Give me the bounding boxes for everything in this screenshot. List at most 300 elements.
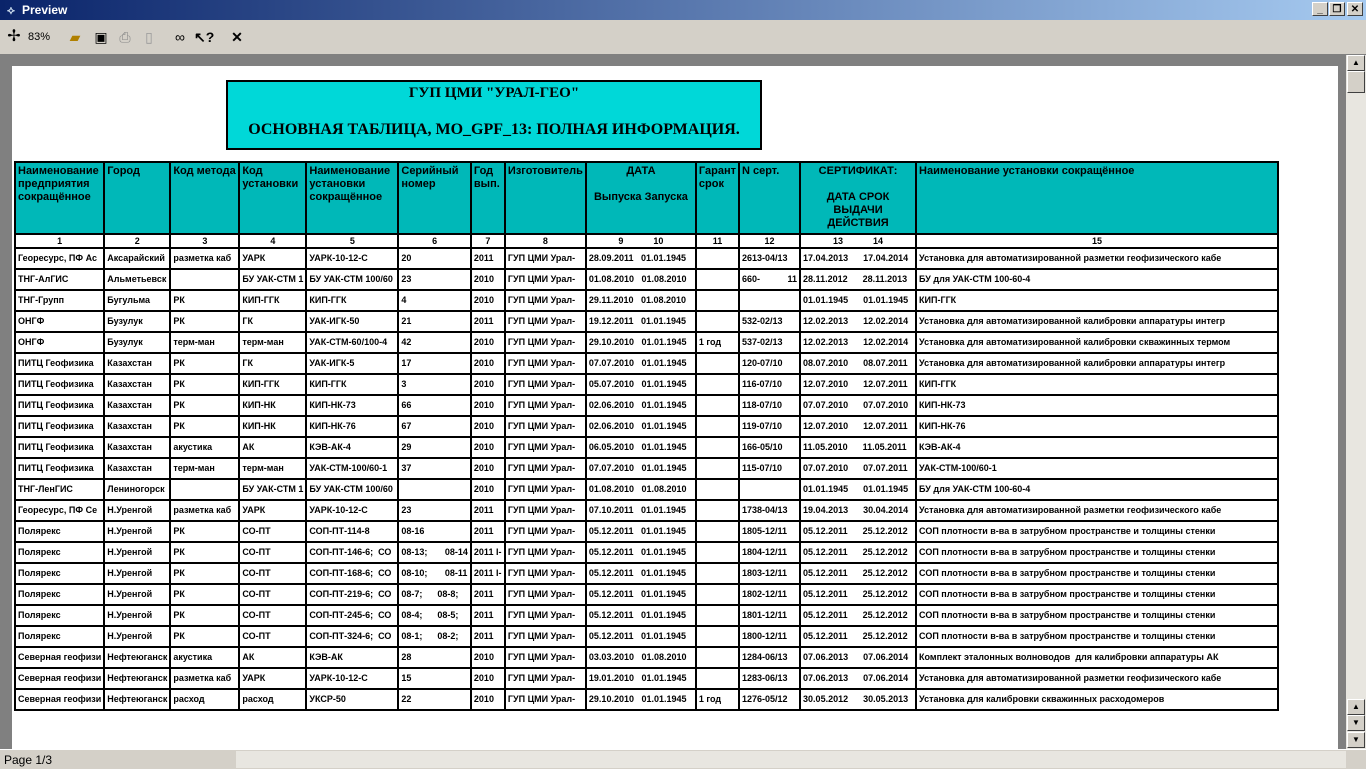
table-cell: 1283-06/13: [739, 668, 800, 689]
table-cell: Северная геофизи: [15, 647, 104, 668]
table-cell: УАРК-10-12-С: [306, 248, 398, 269]
table-cell: [696, 563, 739, 584]
table-row: [15, 584, 1278, 605]
table-cell: [739, 290, 800, 311]
table-cell: ТНГ-Групп: [15, 290, 104, 311]
table-cell: РК: [170, 605, 239, 626]
table-cell: СОП плотности в-ва в затрубном пространстве и толщины стенки: [916, 584, 1278, 605]
table-cell: [696, 374, 739, 395]
table-cell: 17: [398, 353, 471, 374]
table-cell: [696, 353, 739, 374]
table-cell: 2010: [471, 416, 505, 437]
blank-page-icon[interactable]: ▯: [145, 29, 153, 45]
table-cell: Полярекс: [15, 626, 104, 647]
table-cell: терм-ман: [239, 332, 306, 353]
table-row: [15, 563, 1278, 584]
table-cell: 2613-04/13: [739, 248, 800, 269]
table-cell: РК: [170, 311, 239, 332]
table-cell: Установка для автоматизированной разметки геофизического кабе: [916, 248, 1278, 269]
save-icon[interactable]: ▣: [94, 29, 108, 45]
table-cell: СО-ПТ: [239, 542, 306, 563]
table-cell: КИП-ГГК: [239, 290, 306, 311]
table-cell: расход: [239, 689, 306, 710]
table-cell: 1801-12/11: [739, 605, 800, 626]
table-row: [15, 521, 1278, 542]
column-number: 3: [170, 234, 239, 248]
table-cell: УАК-ИГК-50: [306, 311, 398, 332]
table-cell: 2010: [471, 458, 505, 479]
scroll-page-down-button[interactable]: ▼: [1347, 715, 1365, 731]
minimize-button[interactable]: _: [1312, 2, 1328, 16]
table-cell: 05.12.2011 01.01.1945: [586, 626, 696, 647]
close-icon[interactable]: ✕: [231, 29, 243, 45]
table-cell: КИП-НК: [239, 416, 306, 437]
table-cell: ГУП ЦМИ Урал-: [505, 290, 586, 311]
column-header: Наименование установки сокращённое: [916, 162, 1278, 234]
table-cell: ГУП ЦМИ Урал-: [505, 353, 586, 374]
table-row: [15, 437, 1278, 458]
table-cell: Установка для автоматизированной калибровки скважинных термом: [916, 332, 1278, 353]
table-cell: БУ для УАК-СТМ 100-60-4: [916, 269, 1278, 290]
table-cell: КЭВ-АК-4: [306, 437, 398, 458]
table-cell: [696, 269, 739, 290]
zoom-level[interactable]: 83%: [27, 31, 51, 43]
table-cell: 2011: [471, 584, 505, 605]
table-cell: УКСР-50: [306, 689, 398, 710]
table-cell: акустика: [170, 647, 239, 668]
window-title: Preview: [22, 3, 68, 17]
table-cell: 05.12.2011 01.01.1945: [586, 521, 696, 542]
horizontal-scrollbar[interactable]: [236, 751, 1346, 768]
table-cell: УАК-СТМ-100/60-1: [306, 458, 398, 479]
table-cell: 2010: [471, 353, 505, 374]
table-cell: терм-ман: [239, 458, 306, 479]
table-cell: СО-ПТ: [239, 584, 306, 605]
table-cell: 05.12.2011 01.01.1945: [586, 563, 696, 584]
table-cell: Казахстан: [104, 374, 170, 395]
table-cell: РК: [170, 521, 239, 542]
report-title-line1: ГУП ЦМИ "УРАЛ-ГЕО": [408, 85, 580, 101]
table-cell: ПИТЦ Геофизика: [15, 458, 104, 479]
table-cell: Н.Уренгой: [104, 605, 170, 626]
table-cell: разметка каб: [170, 500, 239, 521]
table-row: [15, 689, 1278, 710]
table-cell: 08-1; 08-2;: [398, 626, 471, 647]
table-cell: УАРК-10-12-С: [306, 500, 398, 521]
table-cell: 1 год: [696, 689, 739, 710]
table-cell: Полярекс: [15, 521, 104, 542]
table-cell: 05.12.2011 01.01.1945: [586, 542, 696, 563]
table-cell: Бузулук: [104, 311, 170, 332]
table-cell: 17.04.2013 17.04.2014: [800, 248, 916, 269]
table-cell: Георесурс, ПФ Ас: [15, 248, 104, 269]
table-cell: [696, 311, 739, 332]
column-header: Наименование предприятия сокращённое: [15, 162, 104, 234]
table-row: [15, 458, 1278, 479]
table-cell: КИП-НК-76: [916, 416, 1278, 437]
column-number: 15: [916, 234, 1278, 248]
table-cell: КИП-НК-73: [916, 395, 1278, 416]
vertical-scrollbar[interactable]: [1346, 55, 1366, 749]
table-cell: акустика: [170, 437, 239, 458]
table-cell: ТНГ-ЛенГИС: [15, 479, 104, 500]
table-cell: ГУП ЦМИ Урал-: [505, 500, 586, 521]
table-cell: СОП плотности в-ва в затрубном пространстве и толщины стенки: [916, 521, 1278, 542]
column-header: Город: [104, 162, 170, 234]
table-cell: 660- 11: [739, 269, 800, 290]
table-cell: КИП-ГГК: [916, 290, 1278, 311]
table-cell: ПИТЦ Геофизика: [15, 374, 104, 395]
table-cell: КИП-ГГК: [306, 290, 398, 311]
table-cell: 11.05.2010 11.05.2011: [800, 437, 916, 458]
table-cell: 08-7; 08-8;: [398, 584, 471, 605]
table-row: [15, 311, 1278, 332]
table-row: [15, 647, 1278, 668]
table-cell: ГУП ЦМИ Урал-: [505, 248, 586, 269]
column-number: 11: [696, 234, 739, 248]
table-cell: БУ УАК-СТМ 1: [239, 479, 306, 500]
table-row: [15, 353, 1278, 374]
table-row: [15, 668, 1278, 689]
table-cell: СОП-ПТ-324-6; СО: [306, 626, 398, 647]
table-cell: терм-ман: [170, 332, 239, 353]
table-cell: РК: [170, 542, 239, 563]
app-icon: ⟡: [7, 3, 15, 17]
table-cell: 2010: [471, 395, 505, 416]
table-cell: КИП-ГГК: [306, 374, 398, 395]
table-cell: ГУП ЦМИ Урал-: [505, 626, 586, 647]
table-cell: 01.08.2010 01.08.2010: [586, 269, 696, 290]
table-cell: 2011: [471, 626, 505, 647]
print-icon[interactable]: ⎙: [119, 29, 131, 45]
table-cell: [696, 290, 739, 311]
table-cell: ПИТЦ Геофизика: [15, 395, 104, 416]
column-number: 13 14: [800, 234, 916, 248]
table-cell: 2011 I-: [471, 563, 505, 584]
table-cell: 2010: [471, 479, 505, 500]
table-cell: СО-ПТ: [239, 563, 306, 584]
table-cell: АК: [239, 437, 306, 458]
table-cell: 29: [398, 437, 471, 458]
table-cell: 07.07.2010 07.07.2011: [800, 458, 916, 479]
table-cell: Бугульма: [104, 290, 170, 311]
table-cell: [696, 626, 739, 647]
table-cell: ГК: [239, 311, 306, 332]
table-cell: РК: [170, 584, 239, 605]
table-row: [15, 605, 1278, 626]
table-cell: [398, 479, 471, 500]
table-cell: 19.01.2010 01.01.1945: [586, 668, 696, 689]
toolbar: [0, 20, 1366, 55]
table-cell: 05.12.2011 25.12.2012: [800, 605, 916, 626]
table-cell: 1805-12/11: [739, 521, 800, 542]
table-cell: СОП-ПТ-245-6; СО: [306, 605, 398, 626]
column-number: 9 10: [586, 234, 696, 248]
table-cell: ОНГФ: [15, 332, 104, 353]
table-cell: 05.12.2011 25.12.2012: [800, 563, 916, 584]
scroll-thumb[interactable]: [1347, 71, 1365, 93]
table-cell: ГК: [239, 353, 306, 374]
column-number-row: [15, 234, 1278, 248]
page-indicator: Page 1/3: [4, 753, 53, 767]
column-header: Код метода: [170, 162, 239, 234]
table-cell: ГУП ЦМИ Урал-: [505, 563, 586, 584]
preview-area[interactable]: [0, 55, 1346, 749]
column-number: 6: [398, 234, 471, 248]
table-cell: УАРК: [239, 500, 306, 521]
table-cell: РК: [170, 290, 239, 311]
table-cell: 05.07.2010 01.01.1945: [586, 374, 696, 395]
table-cell: 115-07/10: [739, 458, 800, 479]
table-cell: 12.02.2013 12.02.2014: [800, 332, 916, 353]
table-cell: [696, 500, 739, 521]
scroll-page-up-button[interactable]: ▲: [1347, 699, 1365, 715]
scroll-up-button[interactable]: ▲: [1347, 55, 1365, 71]
table-cell: 2010: [471, 668, 505, 689]
table-cell: 07.06.2013 07.06.2014: [800, 668, 916, 689]
column-header: N серт.: [739, 162, 800, 234]
table-cell: 23: [398, 269, 471, 290]
table-row: [15, 395, 1278, 416]
table-cell: Казахстан: [104, 395, 170, 416]
table-cell: 28: [398, 647, 471, 668]
table-cell: СОП-ПТ-114-8: [306, 521, 398, 542]
table-cell: ГУП ЦМИ Урал-: [505, 479, 586, 500]
table-row: [15, 269, 1278, 290]
table-cell: РК: [170, 563, 239, 584]
close-window-button[interactable]: ✕: [1347, 2, 1363, 16]
table-cell: ГУП ЦМИ Урал-: [505, 542, 586, 563]
table-cell: 2011 I-: [471, 542, 505, 563]
table-cell: 116-07/10: [739, 374, 800, 395]
table-cell: 1276-05/12: [739, 689, 800, 710]
table-cell: РК: [170, 353, 239, 374]
table-cell: 05.12.2011 25.12.2012: [800, 626, 916, 647]
table-cell: ГУП ЦМИ Урал-: [505, 395, 586, 416]
table-cell: Северная геофизи: [15, 689, 104, 710]
table-row: [15, 542, 1278, 563]
table-cell: Казахстан: [104, 353, 170, 374]
table-cell: разметка каб: [170, 248, 239, 269]
column-header: Изготовитель: [505, 162, 586, 234]
column-header: Серийный номер: [398, 162, 471, 234]
table-cell: 532-02/13: [739, 311, 800, 332]
table-cell: Аксарайский: [104, 248, 170, 269]
table-cell: 1 год: [696, 332, 739, 353]
table-cell: 2011: [471, 605, 505, 626]
table-cell: Нефтеюганск: [104, 689, 170, 710]
help-icon[interactable]: ↖?: [194, 29, 215, 45]
table-cell: СОП-ПТ-168-6; СО: [306, 563, 398, 584]
compass-icon[interactable]: ✢: [7, 28, 21, 45]
table-cell: Нефтеюганск: [104, 647, 170, 668]
table-cell: 07.06.2013 07.06.2014: [800, 647, 916, 668]
table-cell: ГУП ЦМИ Урал-: [505, 311, 586, 332]
table-cell: ГУП ЦМИ Урал-: [505, 458, 586, 479]
table-cell: Полярекс: [15, 605, 104, 626]
table-cell: Нефтеюганск: [104, 668, 170, 689]
table-cell: Установка для автоматизированной калибровки аппаратуры интегр: [916, 311, 1278, 332]
table-cell: 05.12.2011 01.01.1945: [586, 605, 696, 626]
table-cell: БУ УАК-СТМ 100/60: [306, 479, 398, 500]
table-cell: 2010: [471, 437, 505, 458]
table-cell: СОП плотности в-ва в затрубном пространстве и толщины стенки: [916, 563, 1278, 584]
table-cell: 2010: [471, 290, 505, 311]
table-cell: ГУП ЦМИ Урал-: [505, 374, 586, 395]
table-cell: 4: [398, 290, 471, 311]
table-cell: Лениногорск: [104, 479, 170, 500]
table-cell: 19.04.2013 30.04.2014: [800, 500, 916, 521]
table-row: [15, 416, 1278, 437]
table-cell: Полярекс: [15, 542, 104, 563]
table-cell: 29.10.2010 01.01.1945: [586, 689, 696, 710]
table-cell: 02.06.2010 01.01.1945: [586, 395, 696, 416]
table-cell: [696, 542, 739, 563]
table-cell: 2011: [471, 521, 505, 542]
report-page: [12, 66, 1338, 749]
table-cell: Н.Уренгой: [104, 500, 170, 521]
column-header: Наименование установки сокращённое: [306, 162, 398, 234]
table-cell: 2010: [471, 689, 505, 710]
table-cell: Альметьевск: [104, 269, 170, 290]
table-cell: 07.07.2010 01.01.1945: [586, 353, 696, 374]
table-cell: ГУП ЦМИ Урал-: [505, 269, 586, 290]
table-cell: 537-02/13: [739, 332, 800, 353]
table-cell: ГУП ЦМИ Урал-: [505, 332, 586, 353]
table-cell: 19.12.2011 01.01.1945: [586, 311, 696, 332]
table-cell: УАК-СТМ-100/60-1: [916, 458, 1278, 479]
table-cell: ПИТЦ Геофизика: [15, 353, 104, 374]
table-cell: ГУП ЦМИ Урал-: [505, 416, 586, 437]
table-cell: УАРК: [239, 248, 306, 269]
table-cell: СОП плотности в-ва в затрубном пространстве и толщины стенки: [916, 605, 1278, 626]
table-cell: 08-16: [398, 521, 471, 542]
table-cell: БУ УАК-СТМ 1: [239, 269, 306, 290]
table-cell: [696, 479, 739, 500]
table-cell: 12.07.2010 12.07.2011: [800, 374, 916, 395]
table-cell: СО-ПТ: [239, 626, 306, 647]
restore-button[interactable]: ❐: [1329, 2, 1345, 16]
table-cell: 23: [398, 500, 471, 521]
table-cell: 1803-12/11: [739, 563, 800, 584]
table-cell: Установка для автоматизированной разметки геофизического кабе: [916, 500, 1278, 521]
column-number: 2: [104, 234, 170, 248]
table-cell: БУ для УАК-СТМ 100-60-4: [916, 479, 1278, 500]
table-cell: УАРК-10-12-С: [306, 668, 398, 689]
table-cell: ГУП ЦМИ Урал-: [505, 668, 586, 689]
table-cell: ПИТЦ Геофизика: [15, 416, 104, 437]
table-row: [15, 374, 1278, 395]
table-cell: 08-13; 08-14: [398, 542, 471, 563]
table-cell: 2011: [471, 248, 505, 269]
title-bar: [0, 0, 1366, 20]
main-table: [14, 161, 1279, 711]
table-cell: 01.08.2010 01.08.2010: [586, 479, 696, 500]
table-cell: ГУП ЦМИ Урал-: [505, 584, 586, 605]
table-cell: Н.Уренгой: [104, 584, 170, 605]
table-cell: 08-10; 08-11: [398, 563, 471, 584]
table-cell: Полярекс: [15, 563, 104, 584]
table-cell: 1800-12/11: [739, 626, 800, 647]
table-cell: [696, 416, 739, 437]
table-cell: Установка для автоматизированной калибровки аппаратуры интегр: [916, 353, 1278, 374]
table-cell: терм-ман: [170, 458, 239, 479]
table-cell: 05.12.2011 25.12.2012: [800, 542, 916, 563]
table-cell: разметка каб: [170, 668, 239, 689]
table-cell: 3: [398, 374, 471, 395]
table-cell: 03.03.2010 01.08.2010: [586, 647, 696, 668]
folder-open-icon[interactable]: ▰: [69, 29, 81, 45]
table-cell: 28.11.2012 28.11.2013: [800, 269, 916, 290]
scroll-down-button[interactable]: ▼: [1347, 732, 1365, 748]
table-cell: 118-07/10: [739, 395, 800, 416]
table-cell: КИП-НК-76: [306, 416, 398, 437]
table-row: [15, 500, 1278, 521]
table-cell: 12.02.2013 12.02.2014: [800, 311, 916, 332]
table-cell: 1804-12/11: [739, 542, 800, 563]
column-header: Код установки: [239, 162, 306, 234]
table-cell: БУ УАК-СТМ 100/60: [306, 269, 398, 290]
table-cell: ГУП ЦМИ Урал-: [505, 437, 586, 458]
table-cell: 30.05.2012 30.05.2013: [800, 689, 916, 710]
table-cell: [739, 479, 800, 500]
table-cell: 28.09.2011 01.01.1945: [586, 248, 696, 269]
table-cell: ГУП ЦМИ Урал-: [505, 605, 586, 626]
table-cell: 06.05.2010 01.01.1945: [586, 437, 696, 458]
table-cell: РК: [170, 395, 239, 416]
table-cell: 2010: [471, 647, 505, 668]
table-cell: Полярекс: [15, 584, 104, 605]
report-title-line2: ОСНОВНАЯ ТАБЛИЦА, MO_GPF_13: ПОЛНАЯ ИНФОРМАЦИЯ.: [248, 121, 740, 138]
table-cell: СОП-ПТ-219-6; СО: [306, 584, 398, 605]
table-cell: [696, 605, 739, 626]
table-cell: СОП-ПТ-146-6; СО: [306, 542, 398, 563]
table-row: [15, 248, 1278, 269]
table-cell: 07.07.2010 07.07.2010: [800, 395, 916, 416]
table-cell: [696, 584, 739, 605]
binoculars-icon[interactable]: ∞: [175, 29, 185, 45]
table-cell: 05.12.2011 01.01.1945: [586, 584, 696, 605]
table-cell: 08.07.2010 08.07.2011: [800, 353, 916, 374]
table-cell: 2010: [471, 332, 505, 353]
report-title-box: [226, 80, 762, 150]
table-cell: УАРК: [239, 668, 306, 689]
table-cell: 166-05/10: [739, 437, 800, 458]
table-cell: Казахстан: [104, 416, 170, 437]
table-cell: СО-ПТ: [239, 605, 306, 626]
column-number: 4: [239, 234, 306, 248]
table-cell: 12.07.2010 12.07.2011: [800, 416, 916, 437]
table-cell: 1284-06/13: [739, 647, 800, 668]
table-cell: 66: [398, 395, 471, 416]
column-header: Год вып.: [471, 162, 505, 234]
table-cell: ГУП ЦМИ Урал-: [505, 521, 586, 542]
table-cell: [696, 248, 739, 269]
table-cell: ТНГ-АлГИС: [15, 269, 104, 290]
column-number: 7: [471, 234, 505, 248]
table-cell: КЭВ-АК-4: [916, 437, 1278, 458]
table-cell: СОП плотности в-ва в затрубном пространстве и толщины стенки: [916, 542, 1278, 563]
table-cell: 67: [398, 416, 471, 437]
table-cell: ГУП ЦМИ Урал-: [505, 689, 586, 710]
table-row: [15, 290, 1278, 311]
table-cell: Н.Уренгой: [104, 626, 170, 647]
table-cell: 01.01.1945 01.01.1945: [800, 290, 916, 311]
table-cell: КИП-ГГК: [239, 374, 306, 395]
table-cell: Комплект эталонных волноводов для калибровки аппаратуры АК: [916, 647, 1278, 668]
column-number: 8: [505, 234, 586, 248]
table-row: [15, 479, 1278, 500]
